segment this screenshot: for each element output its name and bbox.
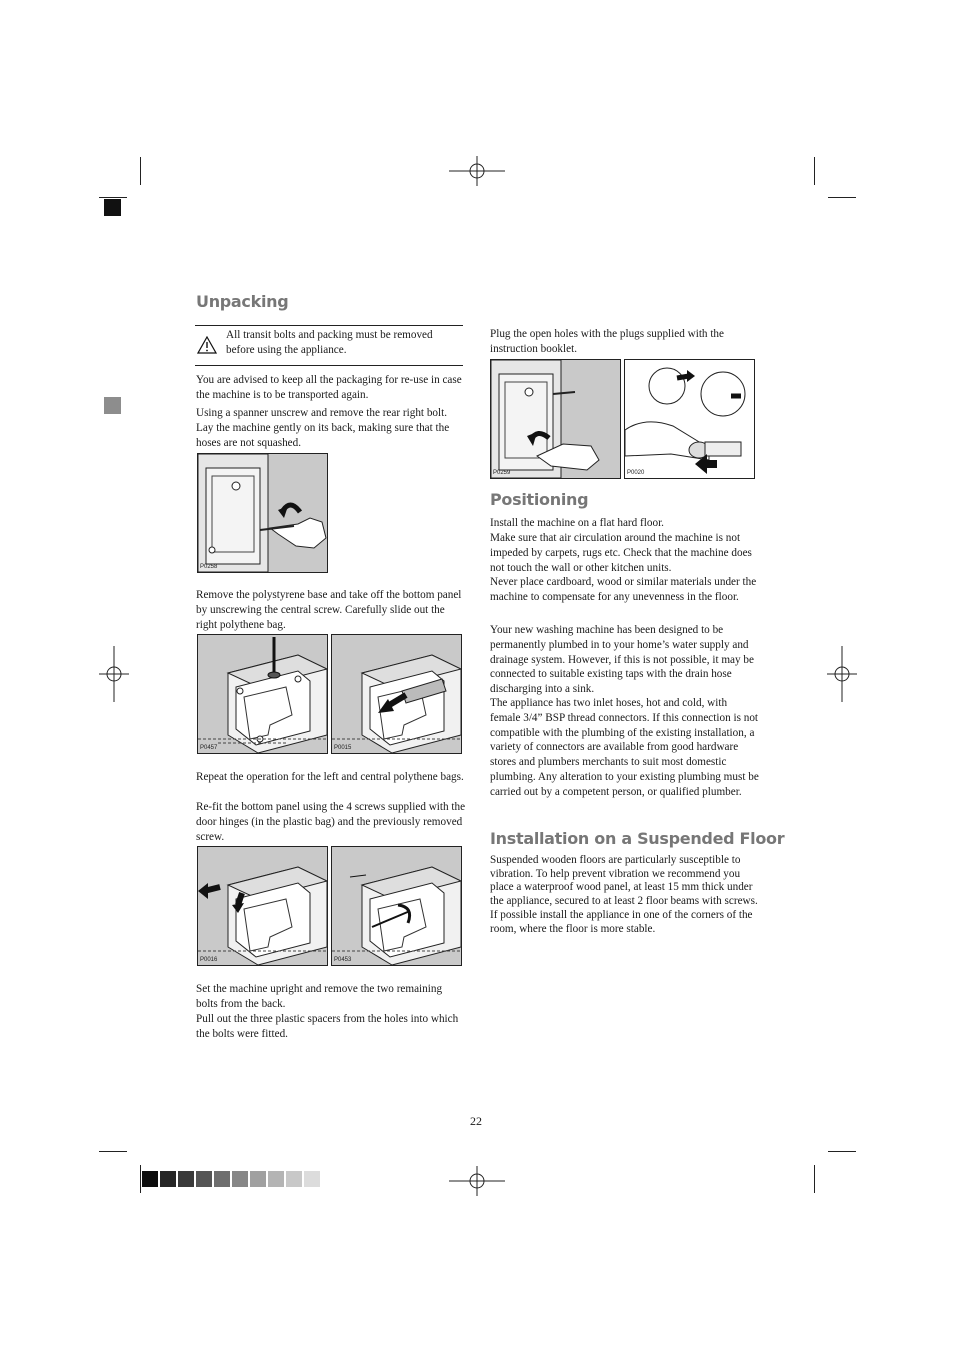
color-swatch xyxy=(178,1171,194,1187)
unpacking-paragraph-4b: Re-fit the bottom panel using the 4 screws supplied with the door hinges (in the plastic bag) and the previously removed screw. xyxy=(196,801,466,843)
warning-rule-top xyxy=(195,325,463,326)
crop-mark xyxy=(814,157,815,185)
crop-mark xyxy=(828,1151,856,1152)
registration-mark-icon xyxy=(827,646,857,707)
registration-mark-icon xyxy=(99,646,129,707)
color-swatch xyxy=(268,1171,284,1187)
unpacking-paragraph-5a: Set the machine upright and remove the two remaining bolts from the back. xyxy=(196,983,443,1010)
positioning-paragraph-1c: Never place cardboard, wood or similar materials under the machine to compensate for any unevenness in the floor. xyxy=(490,576,757,603)
crop-mark xyxy=(814,1165,815,1193)
side-block-grey xyxy=(104,397,121,414)
figure-left-bags xyxy=(197,846,328,966)
crop-mark xyxy=(99,197,127,198)
color-swatch xyxy=(232,1171,248,1187)
plugs-paragraph: Plug the open holes with the plugs supplied with the instruction booklet. xyxy=(490,328,724,355)
figure-bottom-panel-screw xyxy=(197,634,328,754)
color-swatch xyxy=(286,1171,302,1187)
positioning-paragraph-1a: Install the machine on a flat hard floor. xyxy=(490,517,664,529)
color-swatch xyxy=(142,1171,158,1187)
figure-insert-plug xyxy=(624,359,755,479)
color-swatch xyxy=(214,1171,230,1187)
positioning-heading: Positioning xyxy=(490,490,589,509)
figure-refit-panel xyxy=(331,846,462,966)
crop-mark xyxy=(828,197,856,198)
crop-mark xyxy=(99,1151,127,1152)
warning-rule-bottom xyxy=(195,365,463,366)
warning-text: All transit bolts and packing must be removed before using the appliance. xyxy=(226,329,433,356)
figure-code: P0453 xyxy=(334,957,352,963)
positioning-paragraph-2b: The appliance has two inlet hoses, hot and cold, with female 3/4” BSP thread connectors. If this connection is not compatible with the plumbing of the existing installation, a variety of connectors are available from good hardware stores and plumbers merchants to suit most domestic plumbing. Any alteration to your existing plumbing must be carried out by a competent person, or qualified plumber. xyxy=(490,697,759,798)
crop-mark xyxy=(140,157,141,185)
page-number: 22 xyxy=(470,1114,482,1128)
figure-code: P0457 xyxy=(200,745,218,751)
registration-mark-icon xyxy=(449,1166,505,1201)
figure-rear-bolt xyxy=(197,453,328,573)
warning-triangle-icon xyxy=(197,336,217,359)
color-swatch xyxy=(196,1171,212,1187)
suspended-floor-heading: Installation on a Suspended Floor xyxy=(490,829,785,848)
color-swatch xyxy=(304,1171,320,1187)
color-swatch xyxy=(250,1171,266,1187)
registration-mark-icon xyxy=(449,156,505,191)
figure-plug-holes xyxy=(490,359,621,479)
figure-code: P0258 xyxy=(200,564,218,570)
figure-slide-bag xyxy=(331,634,462,754)
figure-code: P0015 xyxy=(334,745,352,751)
unpacking-paragraph-2: Using a spanner unscrew and remove the rear right bolt. Lay the machine gently on its back, making sure that the hoses are not squashed. xyxy=(196,407,450,449)
positioning-paragraph-1b: Make sure that air circulation around the machine is not impeded by carpets, rugs etc. Check that the machine does not touch the wall or other kitchen units. xyxy=(490,532,752,574)
positioning-paragraph-2a: Your new washing machine has been designed to be permanently plumbed in to your home’s water supply and drainage system. However, if this is not possible, it may be connected to suitable existing taps with the drain hose discharging into a sink. xyxy=(490,624,754,696)
crop-mark xyxy=(140,1165,141,1193)
figure-code: P0020 xyxy=(627,470,645,476)
unpacking-paragraph-1: You are advised to keep all the packaging for re-use in case the machine is to be transported again. xyxy=(196,374,462,401)
unpacking-paragraph-5b: Pull out the three plastic spacers from the holes into which the bolts were fitted. xyxy=(196,1013,459,1040)
color-swatch xyxy=(160,1171,176,1187)
figure-code: P0016 xyxy=(200,957,218,963)
suspended-floor-paragraph: Suspended wooden floors are particularly susceptible to vibration. To help prevent vibration we recommend you place a waterproof wood panel, at least 15 mm thick under the appliance, secured to at least 2 floor beams with screws. If possible install the appliance in one of the corners of the room, where the floor is more stable. xyxy=(490,854,758,935)
unpacking-heading: Unpacking xyxy=(196,292,289,311)
unpacking-paragraph-3: Remove the polystyrene base and take off the bottom panel by unscrewing the central screw. Carefully slide out the right polythene bag. xyxy=(196,589,462,631)
figure-code: P0259 xyxy=(493,470,511,476)
unpacking-paragraph-4a: Repeat the operation for the left and central polythene bags. xyxy=(196,771,464,783)
corner-block-black xyxy=(104,199,121,216)
